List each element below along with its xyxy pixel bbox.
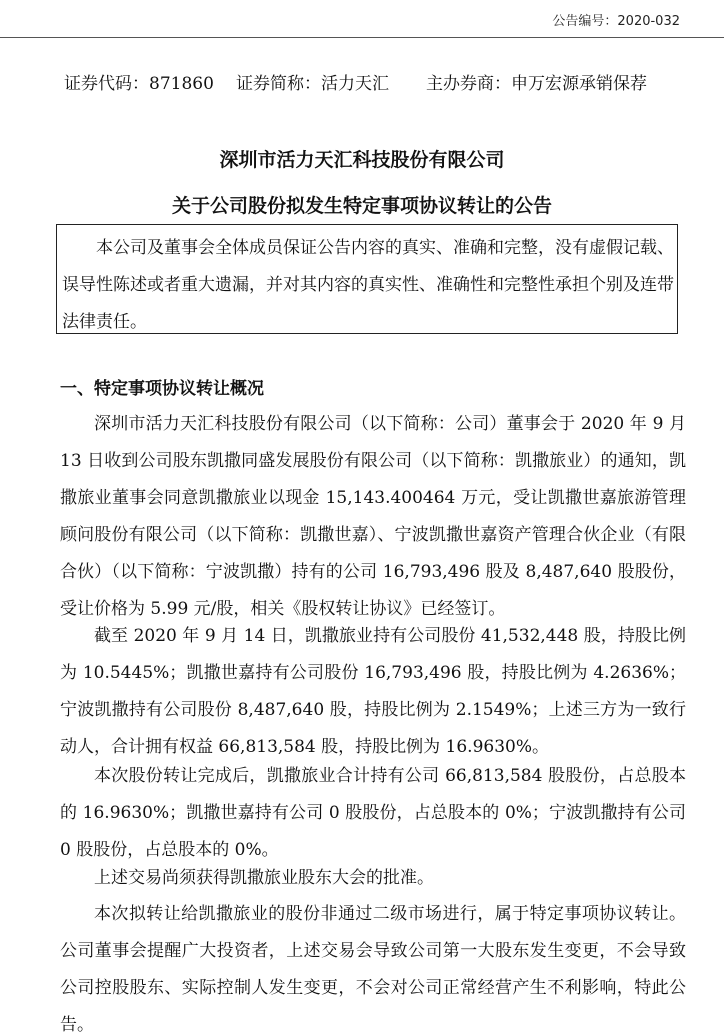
securities-info-row	[64, 69, 647, 95]
section-heading: 一、特定事项协议转让概况	[60, 379, 264, 399]
announcement-title: 关于公司股份拟发生特定事项协议转让的公告	[171, 195, 552, 217]
paragraph-approval: 上述交易尚须获得凯撒旅业股东大会的批准。	[94, 868, 434, 888]
paragraph-holdings-after: 本次股份转让完成后，凯撒旅业合计持有公司 66,813,584 股股份，占总股本的 16.9630%；凯撒世嘉持有公司 0 股股份，占总股本的 0%；宁波凯撒持有公司 0 股股份，占总股本的 0%。	[60, 766, 686, 860]
securities-code: 证券代码：871860	[64, 74, 214, 94]
securities-short-name: 证券简称：活力天汇	[236, 74, 389, 94]
company-title: 深圳市活力天汇科技股份有限公司	[219, 149, 505, 171]
sponsor-broker: 主办券商：申万宏源承销保荐	[426, 74, 647, 94]
paragraph-reminder: 本次拟转让给凯撒旅业的股份非通过二级市场进行，属于特定事项协议转让。公司董事会提醒广大投资者，上述交易会导致公司第一大股东发生变更，不会导致公司控股股东、实际控制人发生变更，不会对公司正常经营产生不利影响，特此公告。	[60, 904, 686, 1035]
paragraph-holdings-before: 截至 2020 年 9 月 14 日，凯撒旅业持有公司股份 41,532,448 股，持股比例为 10.5445%；凯撒世嘉持有公司股份 16,793,496 股，持股比例为 4.2636%；宁波凯撒持有公司股份 8,487,640 股，持股比例为 2.1549%；上述三方为一致行动人，合计拥有权益 66,813,584 股，持股比例为 16.9630%。	[60, 626, 686, 757]
announcement-number: 公告编号：2020-032	[552, 14, 680, 29]
paragraph-transfer-overview: 深圳市活力天汇科技股份有限公司（以下简称：公司）董事会于 2020 年 9 月 13 日收到公司股东凯撒同盛发展股份有限公司（以下简称：凯撒旅业）的通知，凯撒旅业董事会同意凯撒旅业以现金 15,143.400464 万元，受让凯撒世嘉旅游管理顾问股份有限公司（以下简称：凯撒世嘉）、宁波凯撒世嘉资产管理合伙企业（有限合伙）（以下简称：宁波凯撒）持有的公司 16,793,496 股及 8,487,640 股股份，受让价格为 5.99 元/股，相关《股权转让协议》已经签订。	[60, 414, 686, 619]
disclaimer-text: 本公司及董事会全体成员保证公告内容的真实、准确和完整，没有虚假记载、误导性陈述或者重大遗漏，并对其内容的真实性、准确性和完整性承担个别及连带法律责任。	[62, 238, 674, 332]
